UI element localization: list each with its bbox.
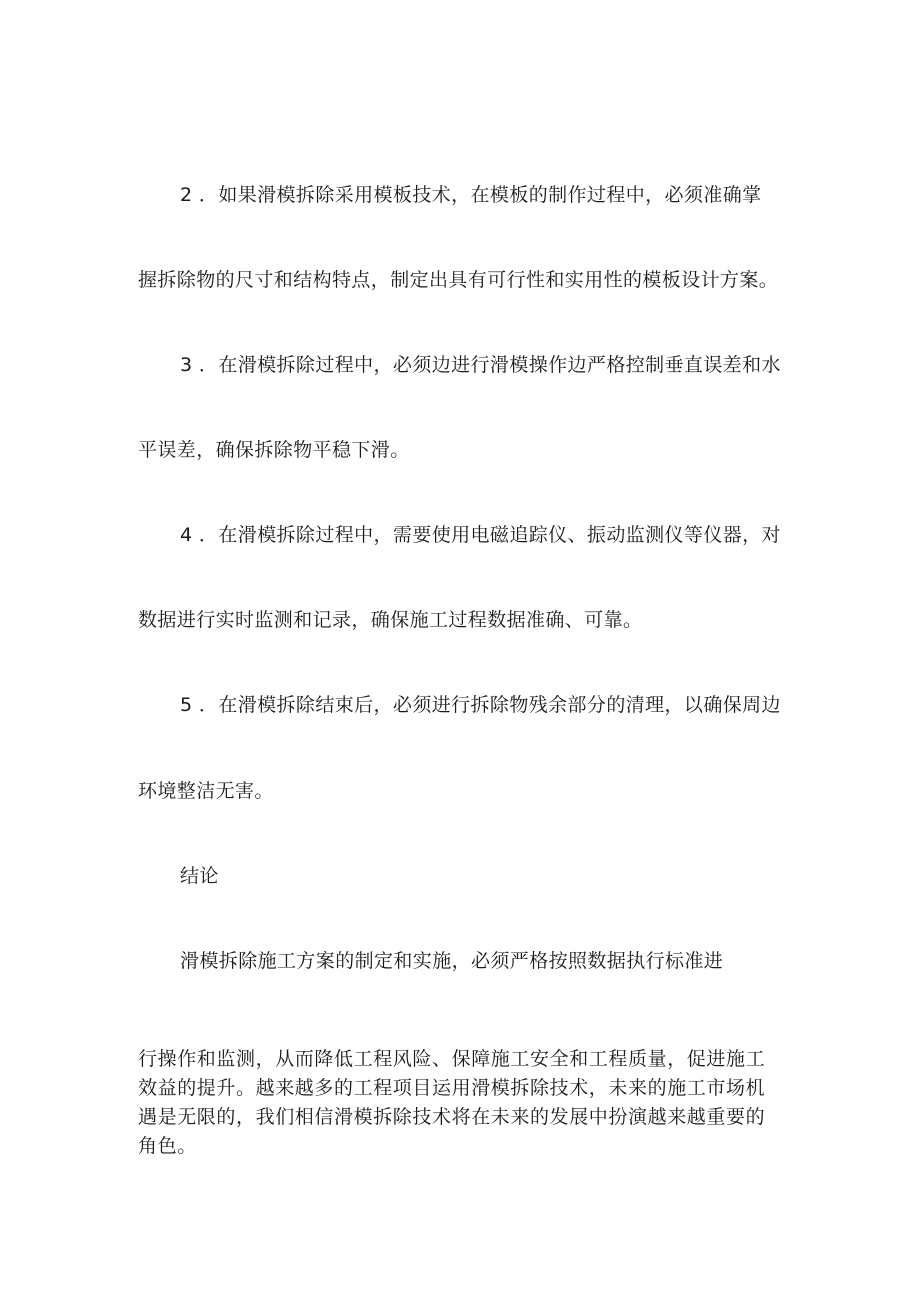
item-5-line-2: 环境整洁无害。 [138,780,274,802]
item-4-line-1: 4 ．在滑模拆除过程中，需要使用电磁追踪仪、振动监测仪等仪器，对 [180,524,781,546]
conclusion-line-1: 滑模拆除施工方案的制定和实施，必须严格按照数据执行标准进 [180,950,724,972]
item-5-line-1: 5 ．在滑模拆除结束后，必须进行拆除物残余部分的清理，以确保周边 [180,694,781,716]
conclusion-paragraph: 行操作和监测，从而降低工程风险、保障施工安全和工程质量，促进施工 效益的提升。越来越多的工程项目运用滑模拆除技术，未来的施工市场机 遇是无限的，我们相信滑模拆除技术将在未来的发展中扮演越来越重要的 角色。 [138,1048,766,1157]
item-4-line-2: 数据进行实时监测和记录，确保施工过程数据准确、可靠。 [138,609,643,631]
item-2-line-1: 2 ．如果滑模拆除采用模板技术，在模板的制作过程中，必须准确掌 [180,184,762,206]
item-3-line-1: 3 ．在滑模拆除过程中，必须边进行滑模操作边严格控制垂直误差和水 [180,354,781,376]
item-2-line-2: 握拆除物的尺寸和结构特点，制定出具有可行性和实用性的模板设计方案。 [138,269,779,291]
conclusion-heading: 结论 [180,865,219,887]
item-3-line-2: 平误差，确保拆除物平稳下滑。 [138,439,410,461]
